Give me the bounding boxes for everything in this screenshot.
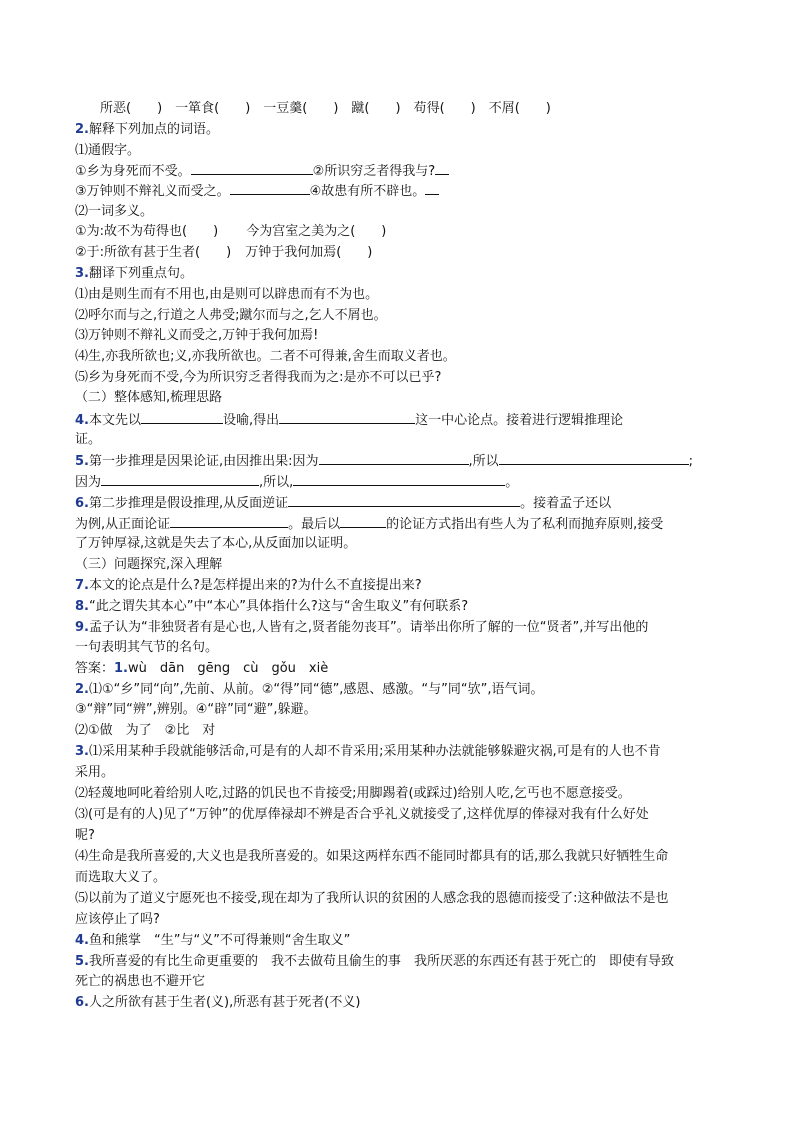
question-text: 解释下列加点的词语。 [88,122,219,137]
q4-line2: 证。 [75,432,102,447]
answer-blank [191,162,313,175]
answer-blank [141,411,223,424]
answer-number: 5. [75,954,89,969]
answer-4 [75,932,725,949]
answer-text: ⑴采用某种手段就能够活命,可是有的人却不肯采用;采用某种办法就能够躲避灾祸,可是有的人也不肯 [88,744,661,759]
question-text: 本文的论点是什么?是怎样提出来的?为什么不直接提出来? [88,578,422,593]
q3-s4: ⑷生,亦我所欲也;义,亦我所欲也。二者不可得兼,舍生而取义者也。 [75,349,456,364]
q3-s1: ⑴由是则生而有不用也,由是则可以辟患而有不为也。 [75,287,379,302]
item-text: ②于:所欲有甚于生者( ) [75,245,232,260]
question-text: 本文先以 [88,413,141,428]
q7 [75,577,725,594]
answers-label: 答案： [75,661,115,676]
q3-s3: ⑶万钟则不辩礼义而受之,万钟于我何加焉! [75,328,319,343]
q5-line1 [75,452,725,470]
answer-3-line4: ⑶(可是有的人)见了“万钟”的优厚俸禄却不辨是否合乎礼义就接受了,这样优厚的俸禄对我有什么好处 [75,807,649,822]
q2-title [75,121,725,138]
answer-1 [75,660,725,677]
question-number: 5. [75,454,89,469]
question-text: 的论证方式指出有些人为了私利而抛弃原则,接受 [386,517,664,532]
answer-blank [230,182,310,195]
answer-text: 鱼和熊掌 “生”与“义”不可得兼则“舍生取义” [88,933,351,948]
answer-number: 4. [75,933,89,948]
answer-text: 人之所欲有甚于生者(义),所恶有甚于死者(不义) [88,995,361,1010]
q2-sub1: ⑴通假字。 [75,143,141,158]
question-text: 。 [505,475,519,490]
item-text: ①为:故不为苟得也( ) [75,224,219,239]
answer-text: wù dān gēng cù gǒu xiè [128,661,329,676]
q6-line1 [75,494,725,512]
q2-row2 [75,182,725,200]
answer-blank [435,162,449,175]
answer-blank [340,515,386,528]
answer-blank [170,515,288,528]
pinyin-blanks-line: 所恶( ) 一箪食( ) 一豆羹( ) 蹴( ) 苟得( ) 不屑( ) [100,101,551,116]
q5-line2 [75,473,725,491]
answer-3-line7: 而选取大义了。 [75,870,167,885]
answer-2-line1 [75,681,725,698]
answer-3-line2: 采用。 [75,765,115,780]
q3-title [75,265,725,282]
answer-number: 2. [75,682,89,697]
answer-blank [101,473,259,486]
answer-3-line1 [75,743,725,760]
answer-blank [425,182,439,195]
answer-3-line8: ⑸以前为了道义宁愿死也不接受,现在却为了我所认识的贫困的人感念我的恩德而接受了:这种做法不是也 [75,891,669,906]
question-text: 。最后以 [288,517,341,532]
q6-line3: 了万钟厚禄,这就是失去了本心,从反面加以证明。 [75,536,357,551]
question-number: 7. [75,578,89,593]
question-number: 4. [75,413,89,428]
answer-blank [293,473,505,486]
answer-number: 6. [75,995,89,1010]
question-text: ; [688,454,694,469]
answer-3-line5: 呢? [75,828,95,843]
answer-2-line3: ⑵①做 为了 ②比 对 [75,723,216,738]
question-number: 3. [75,266,89,281]
question-text: 因为 [75,475,102,490]
question-text: ,所以, [259,475,294,490]
item-text: ②所识穷乏者得我与? [312,164,436,179]
answer-2-line2: ③“辩”同“辨”,辨别。④“辟”同“避”,躲避。 [75,702,317,717]
question-number: 8. [75,599,89,614]
question-number: 9. [75,620,89,635]
answer-3-line9: 应该停止了吗? [75,912,160,927]
question-text: 第一步推理是因果论证,由因推出果:因为 [88,454,319,469]
item-text: ④故患有所不辟也。 [309,184,426,199]
question-text: 为例,从正面论证 [75,517,171,532]
q6-line2 [75,515,725,533]
answer-5-line1 [75,953,725,970]
item-text: 今为宫室之美为之( ) [246,224,387,239]
answer-text: 我所喜爱的有比生命更重要的 我不去做苟且偷生的事 我所厌恶的东西还有甚于死亡的 即使有导致 [88,954,674,969]
section-2-heading: （二）整体感知,梳理思路 [75,390,223,405]
question-text: 设喻,得出 [223,413,280,428]
question-text: “此之谓失其本心”中“本心”具体指什么?这与“舍生取义”有何联系? [88,599,469,614]
answer-blank [279,411,415,424]
answer-5-line2: 死亡的祸患也不避开它 [75,974,206,989]
answer-blank [288,494,520,507]
question-text: 孟子认为“非独贤者有是心也,人皆有之,贤者能勿丧耳”。请举出你所了解的一位“贤者”,并写出他的 [88,620,649,635]
item-text: ①乡为身死而不受。 [75,164,191,179]
answer-number: 1. [114,661,128,676]
q8 [75,598,725,615]
item-text: 万钟于我何加焉( ) [245,245,373,260]
q9-line1 [75,619,725,636]
answer-3-line6: ⑷生命是我所喜爱的,大义也是我所喜爱的。如果这两样东西不能同时都具有的话,那么我就只好牺牲生命 [75,849,669,864]
q3-s2: ⑵呼尔而与之,行道之人弗受;蹴尔而与之,乞人不屑也。 [75,308,387,323]
question-text: 这一中心论点。接着进行逻辑推理论 [415,413,624,428]
question-number: 6. [75,496,89,511]
answer-number: 3. [75,744,89,759]
q3-s5: ⑸乡为身死而不受,今为所识穷乏者得我而为之:是亦不可以已乎? [75,370,442,385]
answer-3-line3: ⑵轻蔑地呵叱着给别人吃,过路的饥民也不肯接受;用脚踢着(或踩过)给别人吃,乞丐也不愿意接受。 [75,786,631,801]
item-text: ③万钟则不辩礼义而受之。 [75,184,230,199]
answer-blank [319,452,469,465]
answer-blank [499,452,689,465]
q9-line2: 一句表明其气节的名句。 [75,640,219,655]
answer-text: ⑴①“乡”同“向”,先前、从前。②“得”同“德”,感恩、感激。“与”同“欤”,语气词。 [88,682,544,697]
question-number: 2. [75,122,89,137]
q2-row1 [75,162,725,180]
q4-line1 [75,411,725,429]
question-text: 第二步推理是假设推理,从反面逆证 [88,496,289,511]
q2-sub2: ⑵一词多义。 [75,204,154,219]
question-text: 。接着孟子还以 [520,496,612,511]
question-text: ,所以 [468,454,499,469]
section-3-heading: （三）问题探究,深入理解 [75,557,223,572]
q2-row4 [75,244,725,261]
q2-row3 [75,223,725,240]
question-text: 翻译下列重点句。 [88,266,193,281]
answer-6 [75,994,725,1011]
